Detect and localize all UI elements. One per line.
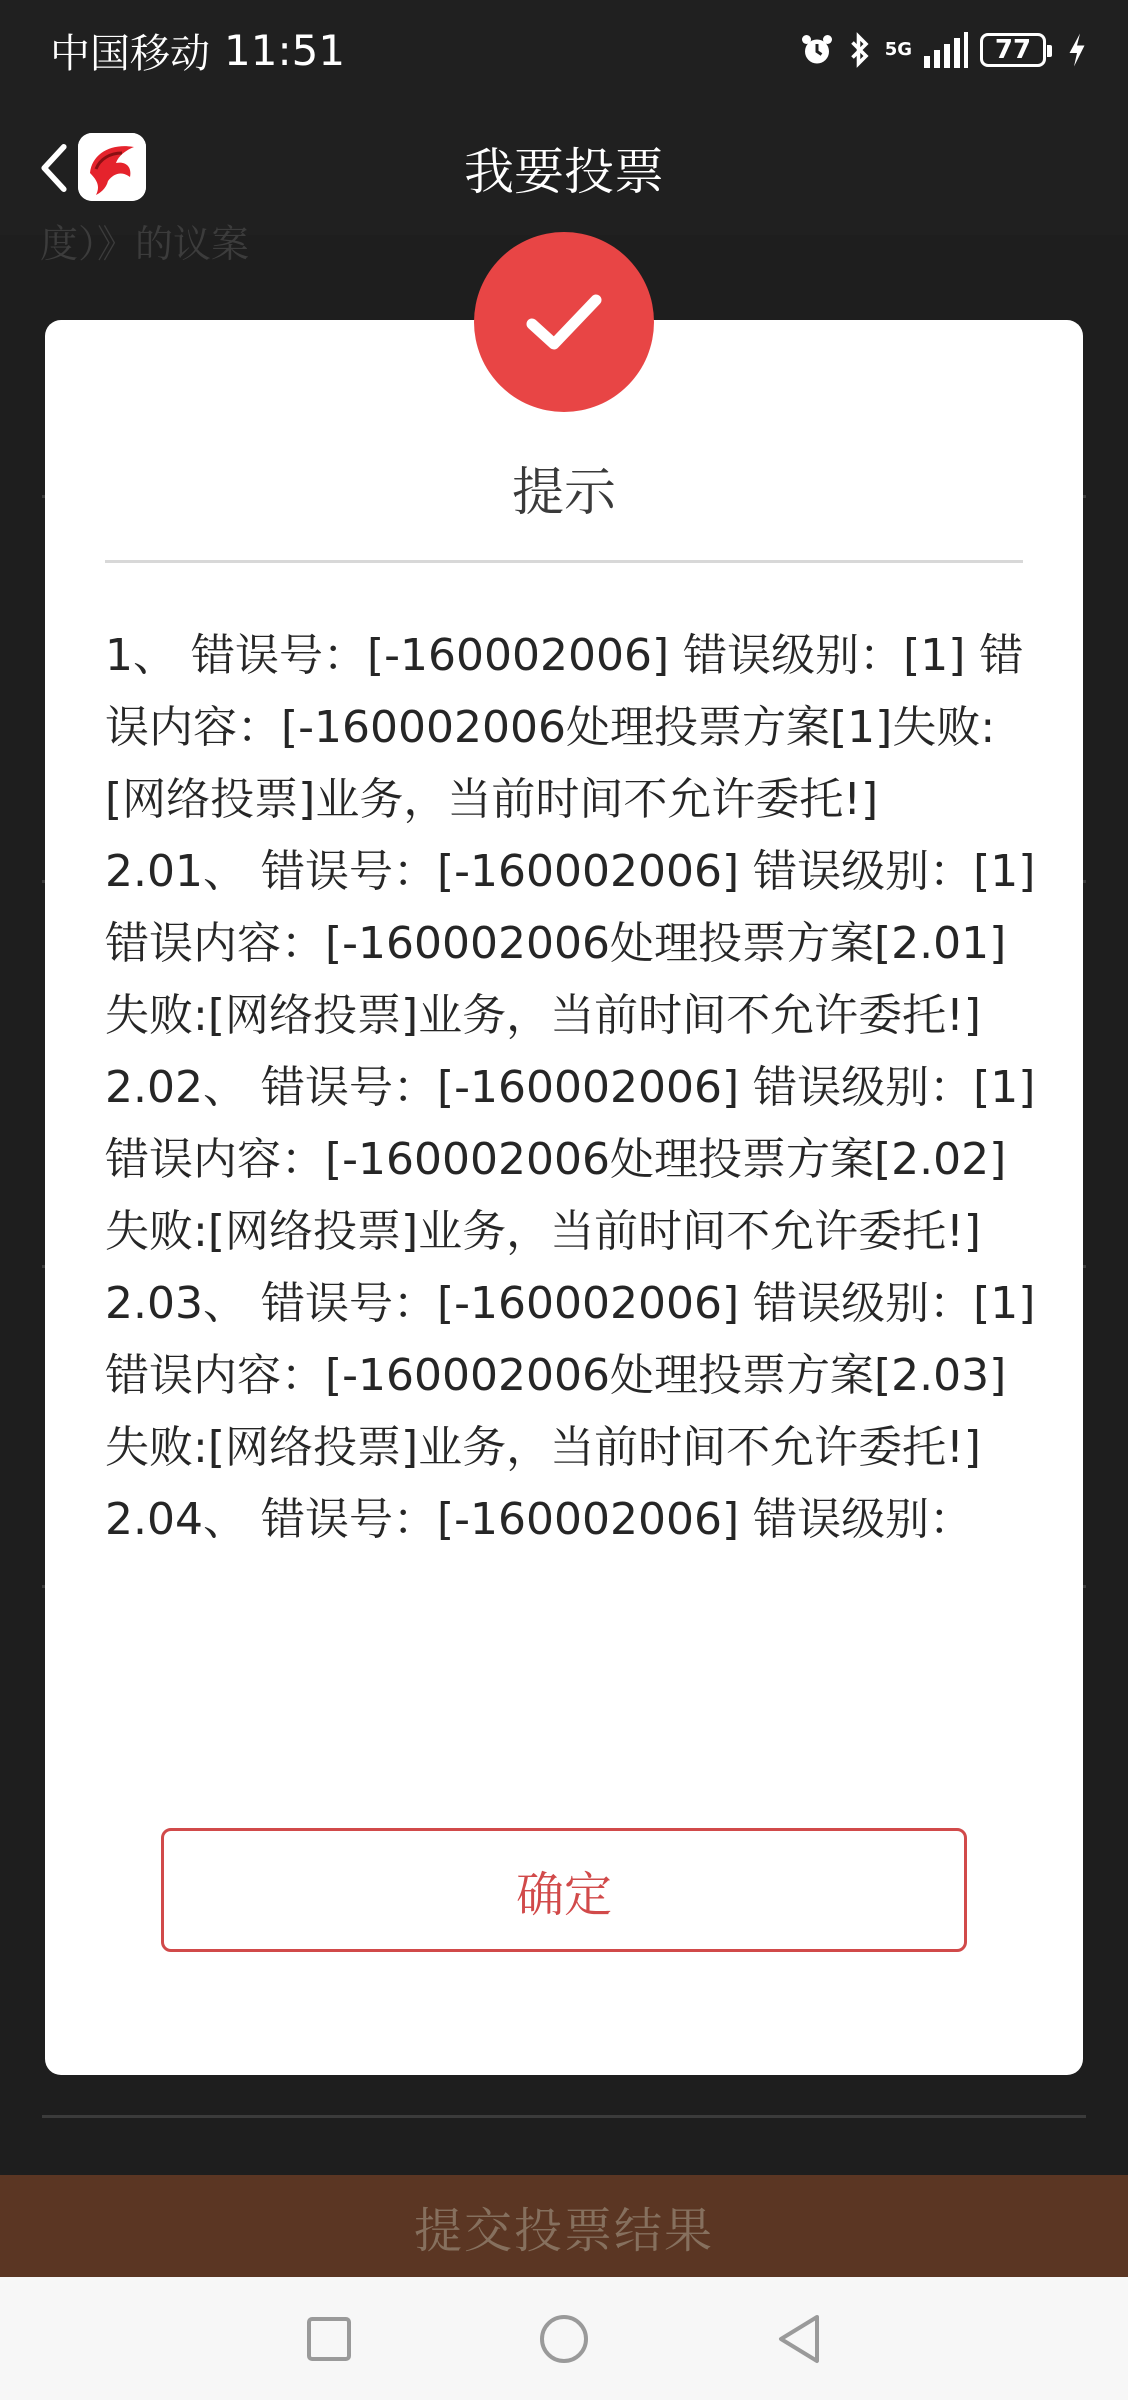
system-nav-bar <box>0 2277 1128 2400</box>
confirm-button[interactable]: 确定 <box>161 1828 967 1952</box>
back-button[interactable] <box>24 130 84 205</box>
circle-icon <box>538 2313 590 2365</box>
nav-recent-button[interactable] <box>299 2309 359 2369</box>
triangle-back-icon <box>775 2313 823 2365</box>
app-header <box>0 100 1128 235</box>
clock-time: 11:51 <box>224 25 346 75</box>
submit-vote-label: 提交投票结果 <box>413 2202 714 2259</box>
app-logo-icon <box>78 133 146 201</box>
status-left <box>50 22 345 79</box>
dialog-divider <box>105 560 1023 563</box>
error-message: 2.02、 错误号：[-160002006] 错误级别：[1] 错误内容：[-160002006处理投票方案[2.02]失败:[网络投票]业务，当前时间不允许委托!] <box>105 1062 1036 1257</box>
status-bar <box>0 0 1128 100</box>
error-message-list[interactable] <box>105 620 1045 1795</box>
error-message: 2.01、 错误号：[-160002006] 错误级别：[1] 错误内容：[-160002006处理投票方案[2.01]失败:[网络投票]业务，当前时间不允许委托!] <box>105 846 1036 1041</box>
nav-back-button[interactable] <box>769 2309 829 2369</box>
network-type: 5G <box>884 39 912 60</box>
alert-dialog <box>45 320 1083 2075</box>
chevron-left-icon <box>37 142 71 194</box>
status-right <box>799 32 1088 68</box>
error-message: 2.03、 错误号：[-160002006] 错误级别：[1] 错误内容：[-160002006处理投票方案[2.03]失败:[网络投票]业务，当前时间不允许委托!] <box>105 1278 1036 1473</box>
carrier-label: 中国移动 <box>50 30 210 77</box>
nav-home-button[interactable] <box>534 2309 594 2369</box>
dialog-title: 提示 <box>511 463 616 523</box>
page-title: 我要投票 <box>464 142 664 201</box>
divider <box>42 2115 1086 2118</box>
battery-indicator: 77 <box>980 33 1046 67</box>
alarm-icon <box>799 32 835 68</box>
square-icon <box>306 2316 352 2362</box>
background-text-snippet: 度）》的议案 <box>40 222 250 266</box>
bluetooth-icon <box>847 32 873 68</box>
error-message: 1、 错误号：[-160002006] 错误级别：[1] 错误内容：[-160002006处理投票方案[1]失败:[网络投票]业务，当前时间不允许委托!] <box>105 630 1024 825</box>
error-message: 2.04、 错误号：[-160002006] 错误级别： <box>105 1494 974 1545</box>
charging-icon <box>1066 32 1088 68</box>
check-icon <box>524 290 604 354</box>
success-badge <box>474 232 654 412</box>
submit-vote-button[interactable] <box>0 2175 1128 2277</box>
signal-icon <box>924 32 968 68</box>
